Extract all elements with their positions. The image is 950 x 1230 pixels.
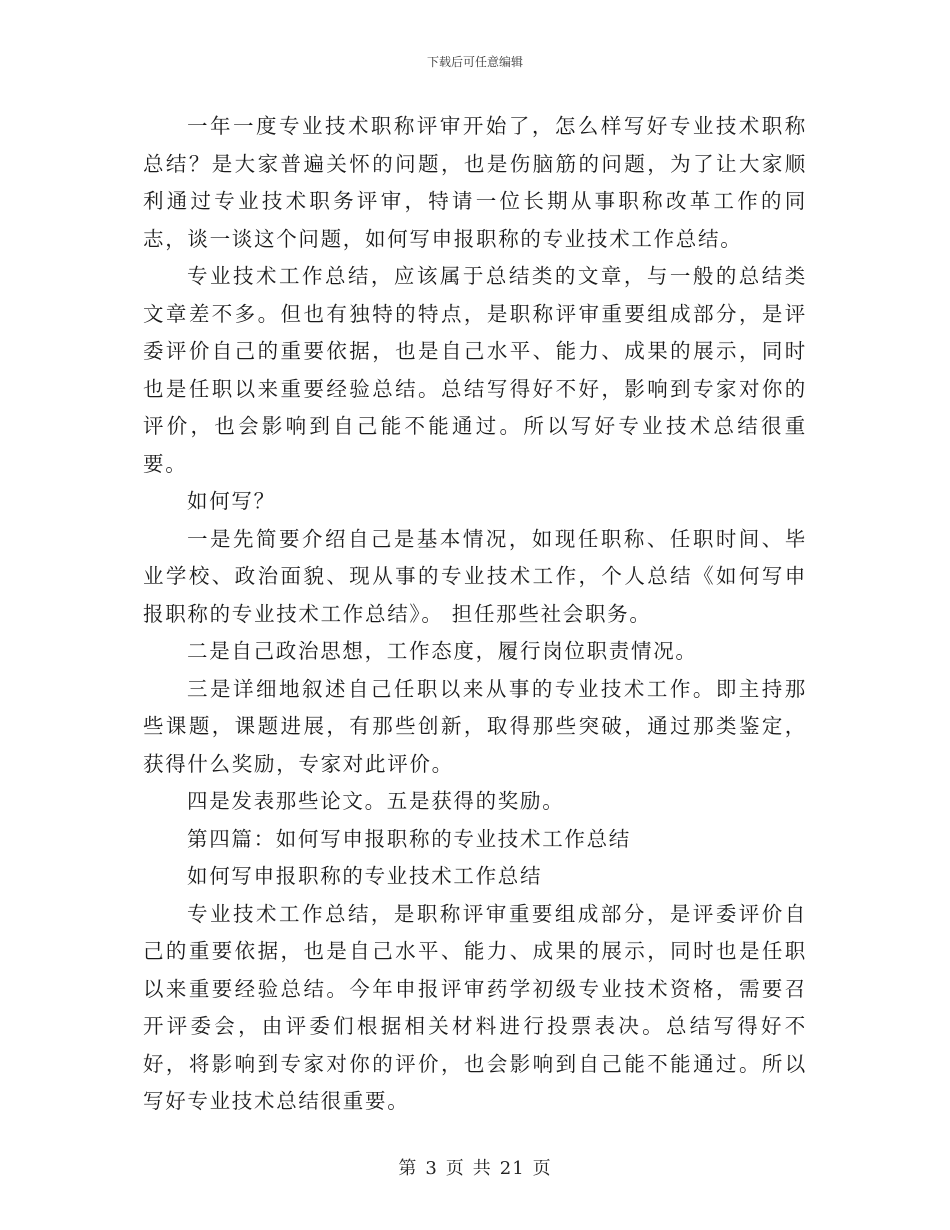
paragraph-point-four-five: 四是发表那些论文。五是获得的奖励。	[187, 789, 565, 813]
document-body	[143, 108, 807, 1121]
footer-page-word: 页	[445, 1158, 465, 1179]
footer-prefix: 第	[398, 1158, 418, 1179]
paragraph-how-to-write: 如何写？	[187, 489, 276, 513]
paragraph-description: 专业技术工作总结，应该属于总结类的文章，与一般的总结类文章差不多。但也有独特的特点，是职称评审重要组成部分，是评委评价自己的重要依据，也是自己水平、能力、成果的展示，同时也是任职以来重要经验总结。总结写得好不好，影响到专家对你的评价，也会影响到自己能不能通过。所以写好专业技术总结很重要。	[143, 264, 807, 476]
section-subtitle: 如何写申报职称的专业技术工作总结	[187, 864, 543, 888]
paragraph-point-one: 一是先简要介绍自己是基本情况，如现任职称、任职时间、毕业学校、政治面貌、现从事的专业技术工作，个人总结《如何写申报职称的专业技术工作总结》。 担任那些社会职务。	[143, 526, 807, 626]
footer-total-word: 共	[472, 1158, 492, 1179]
paragraph-point-two: 二是自己政治思想，工作态度，履行岗位职责情况。	[187, 639, 698, 663]
page-footer	[0, 1154, 950, 1180]
footer-current-page: 3	[425, 1158, 438, 1179]
footer-suffix: 页	[532, 1158, 552, 1179]
paragraph-section-body: 专业技术工作总结，是职称评审重要组成部分，是评委评价自己的重要依据，也是自己水平、能力、成果的展示，同时也是任职以来重要经验总结。今年申报评审药学初级专业技术资格，需要召开评委会，由评委们根据相关材料进行投票表决。总结写得好不好，将影响到专家对你的评价，也会影响到自己能不能通过。所以写好专业技术总结很重要。	[143, 901, 807, 1113]
paragraph-point-three: 三是详细地叙述自己任职以来从事的专业技术工作。即主持那些课题，课题进展，有那些创新，取得那些突破，通过那类鉴定，获得什么奖励，专家对此评价。	[143, 676, 807, 776]
footer-total-pages: 21	[499, 1158, 525, 1179]
section-heading: 第四篇：如何写申报职称的专业技术工作总结	[187, 826, 631, 851]
header-note: 下载后可任意编辑	[426, 55, 523, 69]
paragraph-intro: 一年一度专业技术职称评审开始了，怎么样写好专业技术职称总结？是大家普遍关怀的问题，也是伤脑筋的问题，为了让大家顺利通过专业技术职务评审，特请一位长期从事职称改革工作的同志，谈一谈这个问题，如何写申报职称的专业技术工作总结。	[143, 114, 807, 251]
